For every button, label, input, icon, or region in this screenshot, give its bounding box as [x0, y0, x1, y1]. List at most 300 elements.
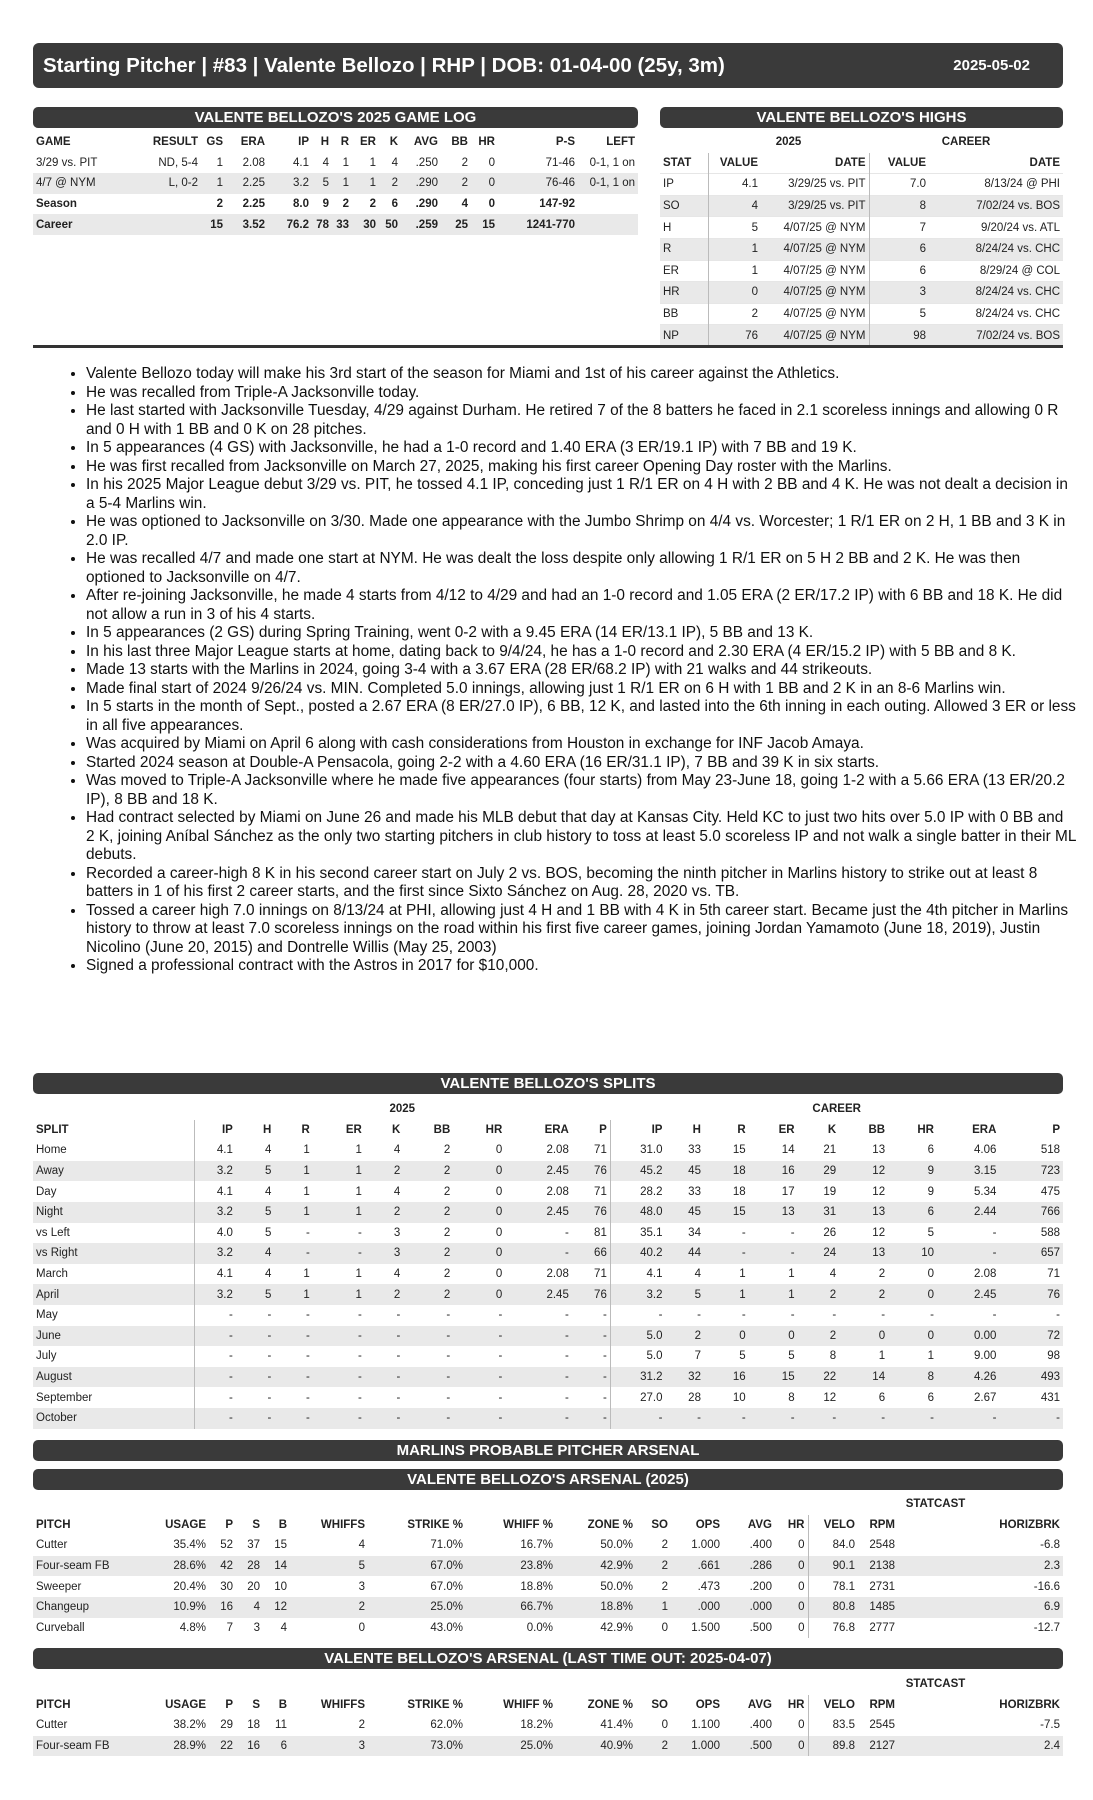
table-cell: 1 — [708, 260, 761, 282]
table-cell: 15 — [201, 214, 226, 235]
column-header: IP — [298, 136, 309, 149]
table-cell: 4/07/25 @ NYM — [761, 325, 869, 346]
table-cell: 0 — [453, 1202, 505, 1223]
table-cell: - — [358, 1226, 362, 1239]
table-cell: - — [798, 1408, 840, 1429]
column-header: K — [392, 1123, 401, 1136]
table-row — [33, 1556, 1063, 1577]
table-cell: - — [697, 1309, 701, 1322]
table-cell: 19 — [823, 1185, 837, 1198]
table-row — [33, 1181, 1063, 1202]
table-cell: 2 — [665, 1326, 703, 1347]
table-cell: 4 — [322, 156, 329, 169]
splits-table — [33, 1099, 1063, 1429]
table-cell: - — [565, 1350, 569, 1363]
table-cell: 43.0% — [430, 1621, 463, 1634]
table-row — [33, 1161, 1063, 1182]
table-cell: 2 — [365, 1202, 403, 1223]
table-cell: 1485 — [858, 1597, 898, 1618]
table-cell: 1 — [313, 1284, 365, 1305]
table-cell: 7 — [869, 217, 929, 239]
table-cell: 5 — [264, 1226, 272, 1239]
table-cell: 12 — [823, 1391, 837, 1404]
table-cell: 9 — [927, 1185, 934, 1198]
column-header: AVG — [747, 1518, 772, 1531]
table-cell: 3 — [290, 1736, 368, 1757]
table-cell: 1 — [303, 1185, 310, 1198]
table-cell: - — [396, 1309, 401, 1322]
table-cell: 7 — [226, 1621, 233, 1634]
table-cell: 67.0% — [430, 1580, 463, 1593]
column-header: HORIZBRK — [999, 1698, 1060, 1711]
table-cell: 2.45 — [505, 1284, 572, 1305]
column-header: DATE — [1029, 156, 1060, 169]
column-header: WHIFF % — [503, 1698, 553, 1711]
table-cell: IP — [660, 174, 708, 196]
table-cell: 2.08 — [546, 1185, 569, 1198]
table-cell: 48.0 — [610, 1202, 665, 1223]
table-cell: 33 — [688, 1185, 701, 1198]
column-header-row — [33, 1515, 1063, 1536]
table-cell: - — [572, 1367, 610, 1388]
note-item: • In 5 appearances (2 GS) during Spring Training, went 0-2 with a 9.45 ERA (14 ER/13.1 IP), 5 BB and 13 K. — [86, 624, 1076, 643]
column-header: HR — [787, 1518, 805, 1531]
table-cell: 0 — [358, 1621, 365, 1634]
table-cell: 71-46 — [545, 156, 575, 169]
table-cell: 0 — [888, 1284, 937, 1305]
table-cell: 0 — [488, 198, 495, 211]
table-cell: 4 — [236, 1243, 274, 1264]
table-cell: 71.0% — [430, 1539, 463, 1552]
table-cell: 33 — [332, 214, 352, 235]
table-cell: 23.8% — [466, 1556, 556, 1577]
column-header: ZONE % — [587, 1698, 633, 1711]
table-cell: 6 — [263, 1736, 290, 1757]
table-row — [33, 1140, 1063, 1161]
table-cell: - — [453, 1326, 505, 1347]
table-cell: 90.1 — [808, 1556, 858, 1577]
table-cell: - — [446, 1391, 451, 1404]
table-cell: - — [572, 1408, 610, 1429]
column-header: P — [1052, 1123, 1060, 1136]
table-cell: 5 — [739, 1350, 746, 1363]
table-cell: 4/07/25 @ NYM — [761, 303, 869, 325]
table-cell: 8/29/24 @ COL — [929, 260, 1063, 282]
table-cell: 4/07/25 @ NYM — [761, 260, 869, 282]
table-cell: 50 — [379, 214, 401, 235]
note-item: • Started 2024 season at Double-A Pensacola, going 2-2 with a 4.60 ERA (16 ER/31.1 IP), 7 BB and 39 K in six starts. — [86, 754, 1076, 773]
column-header: GS — [206, 136, 223, 149]
table-cell: - — [305, 1309, 310, 1322]
table-cell: 4/7 @ NYM — [33, 173, 126, 194]
note-item: • Was acquired by Miami on April 6 along with cash considerations from Houston in exchange for INF Jacob Amaya. — [86, 735, 1076, 754]
column-header: OPS — [695, 1698, 720, 1711]
column-header: R — [301, 1123, 310, 1136]
table-cell: H — [660, 217, 708, 239]
table-cell: 7/02/24 vs. BOS — [929, 325, 1063, 346]
table-cell: - — [403, 1408, 453, 1429]
table-cell: 3.2 — [268, 173, 312, 194]
table-cell: 2 — [798, 1326, 840, 1347]
table-row — [660, 174, 1063, 196]
table-cell: 4/07/25 @ NYM — [761, 238, 869, 260]
table-cell: - — [565, 1226, 569, 1239]
column-header: RESULT — [152, 136, 198, 149]
table-cell: - — [610, 1408, 665, 1429]
note-item: • He was first recalled from Jacksonville on March 27, 2025, making his first career Opening Day roster with the Marlins. — [86, 458, 1076, 477]
column-header: WHIFFS — [320, 1698, 365, 1711]
table-cell: 2 — [798, 1284, 840, 1305]
table-cell: - — [313, 1367, 365, 1388]
table-cell: 588 — [1040, 1226, 1060, 1239]
table-cell: -16.6 — [1033, 1580, 1060, 1593]
table-cell: 475 — [1040, 1185, 1060, 1198]
table-cell: 0 — [661, 1621, 668, 1634]
table-row — [33, 1408, 1063, 1429]
table-cell: 0 — [495, 1185, 503, 1198]
table-cell: - — [930, 1309, 934, 1322]
table-cell: 0 — [927, 1268, 934, 1281]
table-cell: 40.2 — [610, 1243, 665, 1264]
table-cell: Cutter — [36, 1539, 68, 1552]
table-cell: - — [236, 1367, 274, 1388]
table-row — [660, 325, 1063, 346]
table-cell: .400 — [749, 1719, 772, 1732]
game-log-table — [33, 132, 638, 235]
table-cell: 1 — [708, 238, 761, 260]
table-cell: 2548 — [869, 1539, 895, 1552]
highs-table — [660, 132, 1063, 346]
table-cell: - — [313, 1243, 365, 1264]
column-header: K — [389, 136, 398, 149]
table-cell: - — [881, 1309, 886, 1322]
table-cell: 31.2 — [610, 1367, 665, 1388]
table-cell: 5 — [290, 1556, 368, 1577]
table-cell: 40.9% — [556, 1736, 636, 1757]
table-cell: 29 — [220, 1719, 233, 1732]
table-cell: - — [665, 1408, 703, 1429]
table-cell: 4 — [694, 1268, 701, 1281]
table-row — [33, 1202, 1063, 1223]
table-cell: July — [36, 1350, 57, 1363]
table-cell: 1 — [739, 1268, 746, 1281]
table-cell: - — [274, 1243, 312, 1264]
table-cell: - — [937, 1408, 999, 1429]
table-cell: 8 — [829, 1350, 837, 1363]
table-cell: 24 — [798, 1243, 840, 1264]
table-cell: 71 — [594, 1185, 607, 1198]
table-cell: - — [505, 1243, 572, 1264]
table-cell: 15 — [704, 1202, 749, 1223]
table-cell: 2 — [443, 1268, 451, 1281]
column-header: R — [340, 136, 349, 149]
table-cell: 10.9% — [159, 1597, 209, 1618]
table-cell: 2 — [661, 1539, 668, 1552]
table-cell: 52 — [220, 1539, 233, 1552]
table-cell: 71 — [1047, 1268, 1060, 1281]
table-cell: 8.0 — [293, 198, 309, 211]
table-cell: 18 — [732, 1185, 746, 1198]
table-cell: - — [313, 1408, 365, 1429]
table-cell: 2 — [403, 1284, 453, 1305]
table-cell: 9 — [322, 198, 329, 211]
table-row — [33, 153, 638, 174]
table-cell: 7 — [694, 1350, 701, 1363]
table-cell: October — [33, 1408, 194, 1429]
table-cell: 4 — [393, 1144, 401, 1157]
table-cell: 34 — [688, 1226, 701, 1239]
table-cell: 76 — [572, 1202, 610, 1223]
table-cell: 8 — [788, 1391, 795, 1404]
table-cell: 12 — [839, 1161, 888, 1182]
column-header: P — [225, 1698, 233, 1711]
table-cell: 1 — [355, 1268, 362, 1281]
table-cell: - — [498, 1391, 503, 1404]
table-cell: 28 — [688, 1391, 701, 1404]
table-cell: - — [453, 1367, 505, 1388]
column-header: RPM — [869, 1698, 895, 1711]
table-cell: - — [446, 1350, 451, 1363]
table-cell: 3.15 — [937, 1161, 999, 1182]
table-cell: .661 — [671, 1556, 723, 1577]
table-cell: 28.2 — [610, 1181, 665, 1202]
table-row — [660, 195, 1063, 217]
column-header: BB — [451, 136, 468, 149]
table-cell — [126, 214, 201, 235]
table-cell: 3 — [358, 1580, 365, 1593]
arsenal-last-table — [33, 1674, 1063, 1756]
column-header: SPLIT — [36, 1123, 69, 1136]
table-cell: 2.25 — [226, 173, 268, 194]
table-cell: 2 — [636, 1556, 671, 1577]
table-cell: 2.08 — [242, 156, 265, 169]
notes-list — [64, 365, 1076, 976]
table-cell: 2 — [365, 1161, 403, 1182]
table-cell: 4.26 — [937, 1367, 999, 1388]
table-cell: .000 — [723, 1597, 775, 1618]
report-title: Starting Pitcher | #83 | Valente Bellozo | RHP | DOB: 01-04-00 (25y, 3m) — [43, 53, 725, 77]
table-cell: 5.34 — [974, 1185, 997, 1198]
table-cell: 4.1 — [610, 1264, 665, 1285]
table-cell: 18 — [247, 1719, 260, 1732]
table-row — [660, 260, 1063, 282]
table-cell: - — [505, 1326, 572, 1347]
note-item: • He was recalled 4/7 and made one start at NYM. He was dealt the loss despite only allowing 1 R/1 ER on 5 H 2 BB and 2 K. He was then optioned to Jacksonville on 4/7. — [86, 550, 1076, 587]
table-cell: - — [565, 1391, 569, 1404]
table-cell: 4 — [708, 195, 761, 217]
table-cell: 1 — [313, 1161, 365, 1182]
note-item: • In 5 starts in the month of Sept., posted a 2.67 ERA (8 ER/27.0 IP), 6 BB, 12 K, and lasted into the 6th inning in each outing. Allowed 3 ER or less in all five appearances. — [86, 698, 1076, 735]
table-cell: 4 — [236, 1597, 263, 1618]
table-cell: 76.8 — [808, 1618, 858, 1639]
table-cell: 73.0% — [368, 1736, 466, 1757]
table-cell: - — [572, 1326, 610, 1347]
table-cell: 657 — [999, 1243, 1063, 1264]
table-cell: 13 — [872, 1144, 886, 1157]
table-cell: 4.1 — [708, 174, 761, 196]
table-cell: - — [749, 1243, 798, 1264]
note-item: • Valente Bellozo today will make his 3rd start of the season for Miami and 1st of his career against the Athletics. — [86, 365, 1076, 384]
table-cell: 25 — [441, 214, 471, 235]
table-cell: 10 — [274, 1580, 287, 1593]
table-cell: 1 — [201, 173, 226, 194]
section-divider — [33, 345, 1063, 348]
table-cell: 4.8% — [179, 1621, 206, 1634]
table-cell: .290 — [415, 198, 438, 211]
statcast-label: STATCAST — [905, 1498, 966, 1511]
table-cell: 8/13/24 @ PHI — [929, 174, 1063, 196]
table-cell: NP — [660, 325, 708, 346]
table-cell: 1 — [636, 1597, 671, 1618]
table-cell: 0 — [798, 1719, 805, 1732]
note-item: • In his 2025 Major League debut 3/29 vs. PIT, he tossed 4.1 IP, conceding just 1 R/1 ER on 4 H with 2 BB and 4 K. He was not dealt a decision in a 5-4 Marlins win. — [86, 476, 1076, 513]
highs-title: VALENTE BELLOZO'S HIGHS — [660, 107, 1063, 128]
table-cell: 22 — [209, 1736, 236, 1757]
table-cell: - — [741, 1226, 746, 1239]
table-cell: 31 — [798, 1202, 840, 1223]
table-cell: - — [704, 1243, 749, 1264]
note-item: • Made 13 starts with the Marlins in 2024, going 3-4 with a 3.67 ERA (28 ER/68.2 IP) with 21 walks and 44 strikeouts. — [86, 661, 1076, 680]
column-header: VALUE — [869, 153, 929, 174]
table-cell: 2 — [878, 1268, 886, 1281]
table-cell: Season — [36, 198, 77, 211]
table-cell: 14 — [263, 1556, 290, 1577]
table-cell: 5 — [236, 1284, 274, 1305]
table-cell: 2 — [369, 198, 376, 211]
column-header: AVG — [413, 136, 438, 149]
column-header: PITCH — [36, 1518, 71, 1531]
table-cell: 3/29 vs. PIT — [36, 156, 98, 169]
table-cell: .250 — [415, 156, 438, 169]
column-header: HORIZBRK — [999, 1518, 1060, 1531]
table-cell: 4 — [391, 156, 398, 169]
column-header-row — [33, 1120, 1063, 1141]
table-cell: .500 — [749, 1621, 772, 1634]
table-cell: 2 — [403, 1243, 453, 1264]
table-cell: 31.0 — [610, 1140, 665, 1161]
table-cell: 4/07/25 @ NYM — [761, 282, 869, 304]
table-cell: 4 — [461, 198, 468, 211]
table-cell: 7.0 — [869, 174, 929, 196]
table-cell: 1 — [369, 156, 376, 169]
table-cell: 11 — [275, 1719, 287, 1732]
table-cell: May — [36, 1309, 58, 1322]
table-row — [33, 1223, 1063, 1244]
table-row — [33, 1284, 1063, 1305]
table-cell: 1 — [303, 1144, 310, 1157]
table-cell: 4.0 — [194, 1223, 236, 1244]
table-cell: 1241-770 — [498, 214, 578, 235]
table-cell: 13 — [839, 1243, 888, 1264]
table-row — [33, 214, 638, 235]
table-row — [33, 1346, 1063, 1367]
note-item: • Tossed a career high 7.0 innings on 8/13/24 at PHI, allowing just 4 H and 1 BB with 4 K in 5th career start. Became just the 4th pitcher in Marlins history to throw at least 7.0 scoreless innings on the road within his first five career games, joining Jordan Yamamoto (June 18, 2019), Justin Nicolino (June 20, 2015) and Dontrelle Willis (May 25, 2003) — [86, 902, 1076, 958]
table-cell: 1 — [704, 1284, 749, 1305]
table-cell: 0 — [488, 156, 495, 169]
table-row — [33, 1367, 1063, 1388]
table-cell: .400 — [749, 1539, 772, 1552]
table-cell: - — [937, 1243, 999, 1264]
table-cell: 66.7% — [466, 1597, 556, 1618]
table-cell: 0 — [453, 1243, 505, 1264]
column-header: H — [263, 1123, 272, 1136]
table-cell: 1 — [332, 173, 352, 194]
table-cell: 28.6% — [159, 1556, 209, 1577]
column-header: HR — [485, 1123, 503, 1136]
column-header: ER — [778, 1123, 795, 1136]
table-cell: - — [565, 1309, 569, 1322]
table-cell: 1.500 — [691, 1621, 720, 1634]
table-cell: - — [603, 1309, 607, 1322]
table-cell: 3 — [393, 1226, 401, 1239]
table-cell: - — [267, 1391, 272, 1404]
column-header: H — [320, 136, 329, 149]
table-cell: 32 — [665, 1367, 703, 1388]
table-cell: 33 — [688, 1144, 701, 1157]
game-log-title: VALENTE BELLOZO'S 2025 GAME LOG — [33, 107, 638, 128]
table-cell: 10 — [732, 1391, 746, 1404]
table-cell: 16 — [209, 1597, 236, 1618]
table-cell: .290 — [401, 173, 441, 194]
highs-group-career: CAREER — [941, 136, 991, 149]
table-cell: - — [236, 1408, 274, 1429]
table-cell: 1 — [274, 1202, 312, 1223]
table-cell: 14 — [781, 1144, 795, 1157]
table-cell: 7/02/24 vs. BOS — [929, 195, 1063, 217]
table-cell: 76-46 — [498, 173, 578, 194]
table-cell: 38.2% — [173, 1719, 206, 1732]
splits-title: VALENTE BELLOZO'S SPLITS — [33, 1073, 1063, 1094]
table-cell: 76 — [708, 325, 761, 346]
note-item: • Had contract selected by Miami on June 26 and made his MLB debut that day at Kansas City. Held KC to just two hits over 5.0 IP with 0 BB and 2 K, joining Aníbal Sánchez as the only two starting pitchers in club history to toss at least 5.0 scoreless IP and not walk a single batter in their ML debuts. — [86, 809, 1076, 865]
table-cell: 9 — [888, 1161, 937, 1182]
table-cell: .000 — [671, 1597, 723, 1618]
table-cell: 6 — [927, 1144, 934, 1157]
table-cell: - — [741, 1309, 746, 1322]
table-cell: 0 — [888, 1326, 937, 1347]
table-cell: Night — [33, 1202, 194, 1223]
column-header: P-S — [555, 136, 575, 149]
note-item: • Recorded a career-high 8 K in his second career start on July 2 vs. BOS, becoming the ninth pitcher in Marlins history to strike out at least 8 batters in 1 of his first 2 career starts, and the first since Sixto Sánchez on Aug. 28, 2020 vs. TB. — [86, 865, 1076, 902]
table-cell: - — [888, 1408, 937, 1429]
table-cell: - — [267, 1309, 272, 1322]
table-cell: 72 — [999, 1326, 1063, 1347]
table-cell: 5 — [788, 1350, 795, 1363]
column-header: S — [252, 1698, 260, 1711]
table-cell: 2 — [441, 173, 471, 194]
table-cell: 71 — [594, 1144, 607, 1157]
column-header: VALUE — [708, 153, 761, 174]
arsenal-header: MARLINS PROBABLE PITCHER ARSENAL — [33, 1440, 1063, 1461]
table-cell: 0-1, 1 on — [578, 173, 638, 194]
table-cell: 8/24/24 vs. CHC — [929, 303, 1063, 325]
table-cell: 81 — [594, 1226, 607, 1239]
table-cell: 76 — [999, 1284, 1063, 1305]
table-cell: 13 — [749, 1202, 798, 1223]
table-cell: 1 — [355, 1144, 362, 1157]
table-cell: 0 — [471, 173, 498, 194]
table-cell: April — [33, 1284, 194, 1305]
table-cell: 16.7% — [520, 1539, 553, 1552]
table-cell: 28 — [236, 1556, 263, 1577]
table-cell: 5 — [708, 217, 761, 239]
table-cell: vs Left — [36, 1226, 70, 1239]
table-cell: 493 — [999, 1367, 1063, 1388]
table-cell: 2 — [708, 303, 761, 325]
column-header: USAGE — [165, 1518, 206, 1531]
arsenal-last-title: VALENTE BELLOZO'S ARSENAL (LAST TIME OUT: 2025-04-07) — [33, 1648, 1063, 1669]
table-cell: -7.5 — [1040, 1719, 1060, 1732]
